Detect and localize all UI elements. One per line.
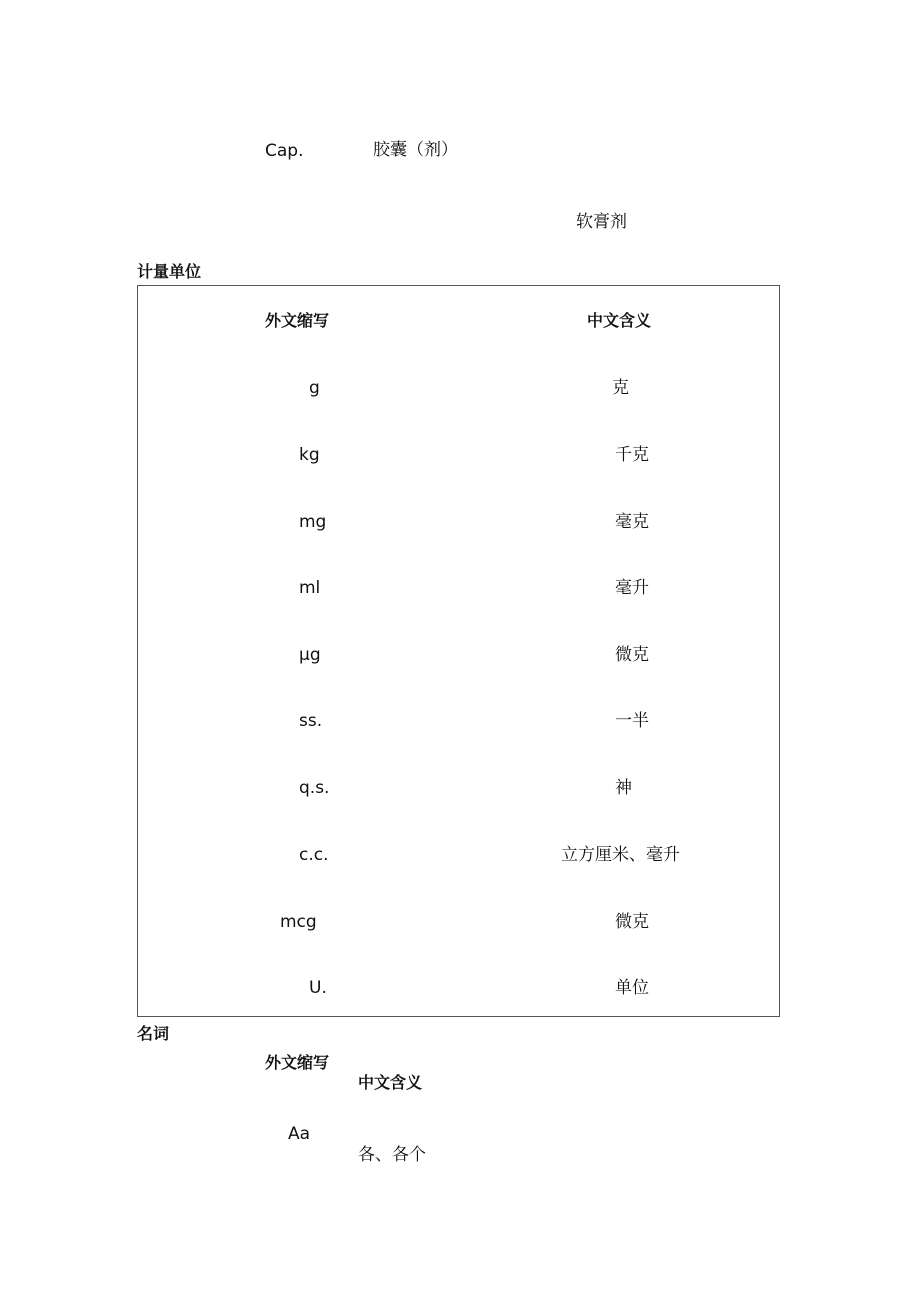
unit-abbr: ss. [299, 711, 323, 731]
section-heading-units: 计量单位 [137, 262, 202, 281]
unit-meaning: 神 [615, 778, 632, 798]
unit-abbr: U. [309, 978, 327, 998]
dosage-form-meaning: 胶囊（剂） [373, 140, 458, 160]
unit-meaning: 克 [612, 378, 629, 398]
noun-meaning: 各、各个 [358, 1145, 426, 1165]
unit-abbr: mg [299, 512, 327, 532]
unit-meaning: 立方厘米、毫升 [561, 845, 680, 865]
units-header-abbr: 外文缩写 [265, 311, 330, 330]
dosage-form-abbr: Cap. [265, 141, 304, 161]
unit-meaning: 千克 [615, 445, 649, 465]
unit-meaning: 单位 [615, 978, 649, 998]
unit-abbr: ml [299, 578, 321, 598]
unit-meaning: 毫克 [615, 512, 649, 532]
nouns-header-meaning: 中文含义 [358, 1073, 423, 1092]
section-heading-nouns: 名词 [137, 1024, 170, 1043]
unit-meaning: 微克 [615, 912, 649, 932]
unit-meaning: 一半 [615, 711, 649, 731]
unit-meaning: 微克 [615, 645, 649, 665]
unit-meaning: 毫升 [615, 578, 649, 598]
unit-abbr: g [309, 378, 320, 398]
unit-abbr: mcg [280, 912, 317, 932]
dosage-form-meaning: 软膏剂 [576, 212, 627, 232]
noun-abbr: Aa [288, 1124, 311, 1139]
units-table [137, 285, 780, 1017]
unit-abbr: q.s. [299, 778, 330, 798]
units-header-meaning: 中文含义 [587, 311, 652, 330]
unit-abbr: μg [299, 645, 321, 665]
unit-abbr: kg [299, 445, 320, 465]
unit-abbr: c.c. [299, 845, 329, 865]
nouns-header-abbr: 外文缩写 [265, 1053, 330, 1072]
